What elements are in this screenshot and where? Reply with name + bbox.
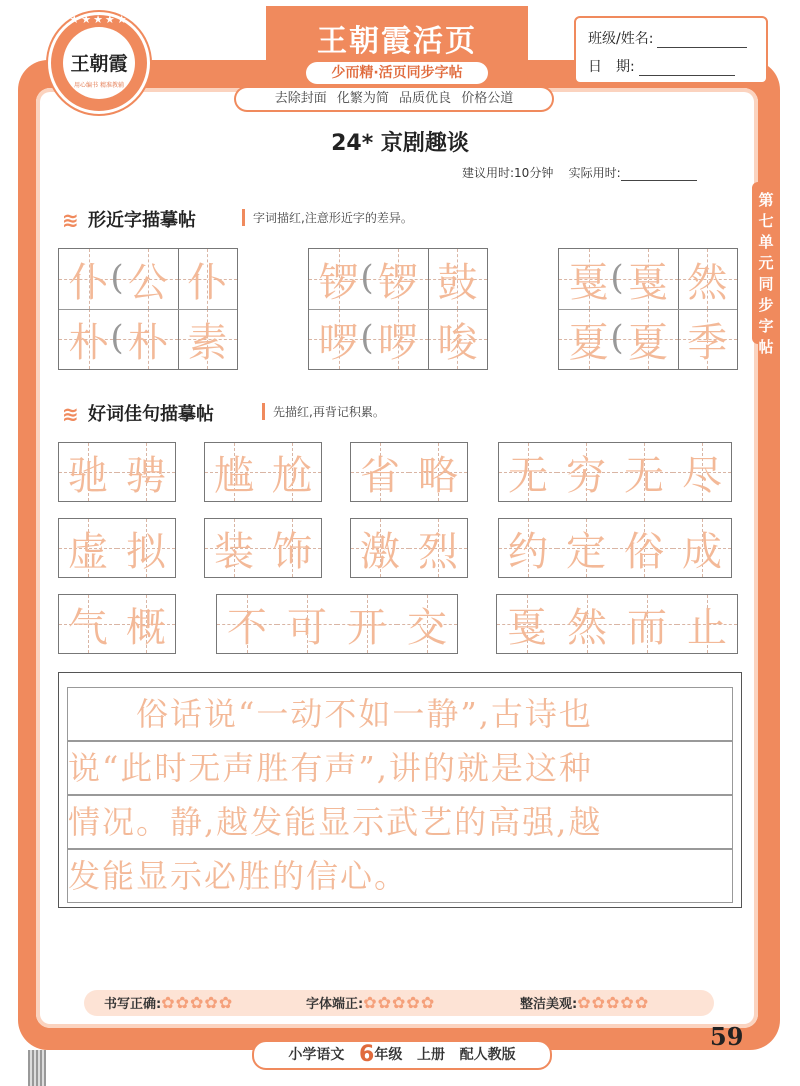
tracing-cell[interactable]	[368, 309, 427, 369]
trace-char: 然	[687, 259, 728, 306]
tracing-cell[interactable]	[217, 595, 277, 653]
trace-char: 驰	[68, 452, 108, 499]
tracing-cell[interactable]	[337, 595, 397, 653]
trace-char: 锣	[377, 259, 418, 306]
tracing-cell[interactable]	[499, 519, 557, 577]
rating-upright: 字体端正:✿✿✿✿✿	[306, 993, 436, 1012]
footer-grade-number: 6	[359, 1042, 375, 1067]
sentence-line[interactable]: 说“此时无声胜有声”,讲的就是这种	[67, 741, 733, 795]
trace-char: 骋	[126, 452, 166, 499]
tracing-cell[interactable]	[368, 249, 427, 309]
word-box	[496, 594, 738, 654]
tracing-cell[interactable]	[409, 443, 467, 501]
time-row	[462, 164, 697, 181]
tracing-cell[interactable]	[618, 309, 677, 369]
trace-char: 装	[214, 528, 254, 575]
trace-char: 啰	[377, 319, 418, 366]
trace-char: 尴	[214, 452, 254, 499]
trace-char: 成	[682, 528, 722, 575]
trace-char: 概	[126, 604, 166, 651]
word-box	[58, 594, 176, 654]
row-divider	[559, 309, 737, 310]
tracing-cell[interactable]	[557, 519, 615, 577]
trace-char: 仆	[68, 259, 109, 306]
section-note: 字词描红,注意形近字的差异。	[242, 209, 413, 226]
word-box	[498, 442, 732, 502]
class-name-row	[588, 28, 747, 48]
trace-char: 穷	[566, 452, 606, 499]
tracing-cell[interactable]	[678, 309, 737, 369]
sentence-tracing-box	[58, 672, 742, 908]
tracing-cell[interactable]	[118, 249, 177, 309]
word-box	[216, 594, 458, 654]
footer-subject: 小学语文	[288, 1047, 345, 1063]
footer-bar	[252, 1040, 552, 1070]
logo-text: 王朝霞	[70, 53, 128, 75]
trace-char: 可	[287, 604, 327, 651]
unit-tab-label: 第七单元同步字帖	[758, 191, 774, 356]
rating-correct: 书写正确:✿✿✿✿✿	[104, 993, 234, 1012]
tracing-cell[interactable]	[59, 519, 117, 577]
trace-char: 戛	[568, 259, 609, 306]
trace-char: 鼓	[437, 259, 478, 306]
trace-char: 而	[627, 604, 667, 651]
trace-char: 朴	[127, 319, 168, 366]
slogan-text: 去除封面 化繁为简 品质优良 价格公道	[274, 91, 514, 106]
word-box	[204, 442, 322, 502]
footer-grade-text: 年级	[374, 1047, 403, 1063]
similar-char-group	[558, 248, 738, 370]
trace-char: 虚	[68, 528, 108, 575]
tracing-cell[interactable]	[617, 595, 677, 653]
trace-char: 戛	[627, 259, 668, 306]
sentence-line[interactable]: 情况。静,越发能显示武艺的高强,越	[67, 795, 733, 849]
tracing-cell[interactable]	[178, 249, 237, 309]
word-box	[350, 518, 468, 578]
trace-char: 约	[508, 528, 548, 575]
footer-term: 上册	[416, 1047, 445, 1063]
trace-char: 拟	[126, 528, 166, 575]
trace-char: 唆	[437, 319, 478, 366]
sentence-line[interactable]: 俗话说“一动不如一静”,古诗也	[67, 687, 733, 741]
trace-char: 戛	[507, 604, 547, 651]
trace-char: 素	[187, 319, 228, 366]
word-box	[58, 518, 176, 578]
actual-time-field[interactable]	[621, 168, 697, 181]
tracing-cell[interactable]	[397, 595, 457, 653]
paren-open: (	[610, 318, 624, 358]
trace-char: 开	[347, 604, 387, 651]
trace-char: 不	[227, 604, 267, 651]
rating-neat: 整洁美观:✿✿✿✿✿	[520, 993, 650, 1012]
logo-subtitle: 用心编书 精准教辅	[74, 82, 124, 89]
trace-char: 夏	[627, 319, 668, 366]
date-field[interactable]	[639, 61, 735, 76]
tracing-cell[interactable]	[351, 443, 409, 501]
trace-char: 尬	[272, 452, 312, 499]
trace-char: 无	[624, 452, 664, 499]
page-number: 59	[710, 1022, 744, 1051]
trace-char: 仆	[187, 259, 228, 306]
trace-char: 尽	[682, 452, 722, 499]
trace-char: 烈	[418, 528, 458, 575]
trace-char: 啰	[318, 319, 359, 366]
tracing-cell[interactable]	[409, 519, 467, 577]
flower-icon[interactable]: ✿✿✿✿✿	[363, 993, 436, 1012]
tracing-cell[interactable]	[615, 519, 673, 577]
class-name-field[interactable]	[657, 33, 747, 48]
tracing-cell[interactable]	[59, 595, 117, 653]
tracing-cell[interactable]	[615, 443, 673, 501]
word-box	[350, 442, 468, 502]
tracing-cell[interactable]	[497, 595, 557, 653]
tracing-cell[interactable]	[673, 519, 731, 577]
paren-open: (	[110, 258, 124, 298]
trace-char: 朴	[68, 319, 109, 366]
tracing-cell[interactable]	[618, 249, 677, 309]
wave-icon: ≋	[62, 402, 79, 426]
unit-tab	[752, 182, 780, 356]
sentence-line[interactable]: 发能显示必胜的信心。	[67, 849, 733, 903]
tracing-cell[interactable]	[205, 519, 263, 577]
paren-open: (	[360, 258, 374, 298]
trace-char: 略	[418, 452, 458, 499]
trace-char: 夏	[568, 319, 609, 366]
lesson-title: 24* 京剧趣谈	[331, 131, 469, 156]
tracing-cell[interactable]	[557, 443, 615, 501]
tracing-cell[interactable]	[263, 443, 321, 501]
actual-time-label: 实际用时:	[568, 166, 621, 180]
trace-char: 季	[687, 319, 728, 366]
brand-title: 王朝霞活页	[317, 24, 477, 59]
trace-char: 无	[508, 452, 548, 499]
word-box	[58, 442, 176, 502]
tracing-cell[interactable]	[117, 595, 175, 653]
similar-char-group	[58, 248, 238, 370]
rating-bar	[84, 990, 714, 1016]
paren-open: (	[610, 258, 624, 298]
date-label: 日 期:	[588, 59, 635, 75]
slogan-bar	[236, 88, 552, 110]
row-divider	[59, 309, 237, 310]
word-box	[204, 518, 322, 578]
flower-icon[interactable]: ✿✿✿✿✿	[161, 993, 234, 1012]
tracing-cell[interactable]	[428, 249, 487, 309]
trace-char: 饰	[272, 528, 312, 575]
tracing-cell[interactable]	[205, 443, 263, 501]
tracing-cell[interactable]	[117, 443, 175, 501]
logo-stars-icon: ★★★★★	[69, 13, 129, 26]
tracing-cell[interactable]	[117, 519, 175, 577]
trace-char: 激	[360, 528, 400, 575]
date-row	[588, 56, 735, 76]
tracing-cell[interactable]	[277, 595, 337, 653]
wave-icon: ≋	[62, 208, 79, 232]
class-name-label: 班级/姓名:	[588, 31, 654, 47]
paren-open: (	[360, 318, 374, 358]
paren-open: (	[110, 318, 124, 358]
trace-char: 锣	[318, 259, 359, 306]
trace-char: 公	[127, 259, 168, 306]
section-title: 好词佳句描摹帖	[88, 404, 214, 425]
tracing-cell[interactable]	[677, 595, 737, 653]
section-title: 形近字描摹帖	[88, 210, 196, 231]
tracing-cell[interactable]	[351, 519, 409, 577]
trace-char: 定	[566, 528, 606, 575]
trace-char: 气	[68, 604, 108, 651]
footer-edition: 配人教版	[459, 1047, 516, 1063]
trace-char: 然	[567, 604, 607, 651]
row-divider	[309, 309, 487, 310]
tracing-cell[interactable]	[557, 595, 617, 653]
trace-char: 止	[687, 604, 727, 651]
trace-char: 俗	[624, 528, 664, 575]
tracing-cell[interactable]	[673, 443, 731, 501]
flower-icon[interactable]: ✿✿✿✿✿	[577, 993, 650, 1012]
tracing-cell[interactable]	[499, 443, 557, 501]
tracing-cell[interactable]	[428, 309, 487, 369]
similar-char-group	[308, 248, 488, 370]
trace-char: 省	[360, 452, 400, 499]
trace-char: 交	[407, 604, 447, 651]
brand-banner	[266, 6, 528, 86]
tracing-cell[interactable]	[678, 249, 737, 309]
class-name-box	[574, 16, 768, 84]
tracing-cell[interactable]	[178, 309, 237, 369]
section-note: 先描红,再背记积累。	[262, 403, 385, 420]
word-box	[498, 518, 732, 578]
binding-edge	[28, 1050, 46, 1086]
tracing-cell[interactable]	[59, 443, 117, 501]
suggested-time: 建议用时:10分钟	[462, 166, 554, 180]
tracing-cell[interactable]	[263, 519, 321, 577]
brand-logo	[48, 12, 150, 114]
tracing-cell[interactable]	[118, 309, 177, 369]
brand-subtitle: 少而精·活页同步字帖	[306, 62, 488, 84]
